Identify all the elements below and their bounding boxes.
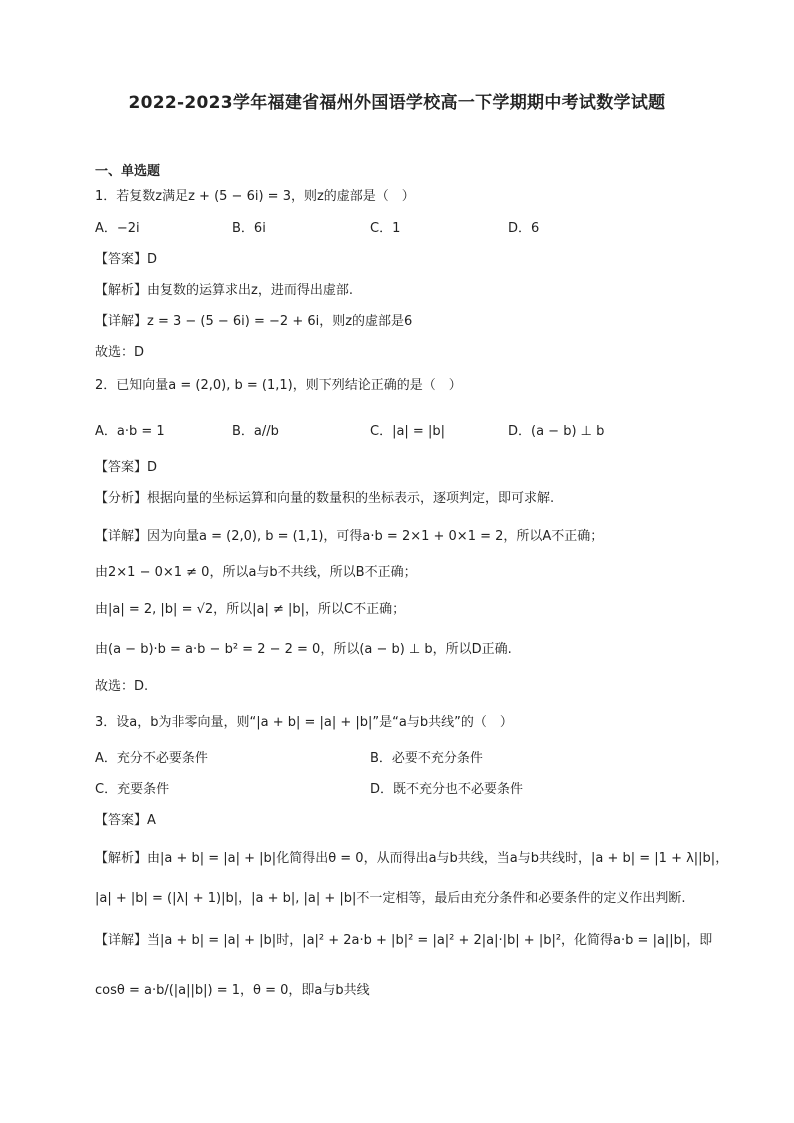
q3-stem: 3．设a，b为非零向量，则“|a + b| = |a| + |b|”是“a与b共线”的（ ） [95,715,513,730]
q1-detail: 【详解】z = 3 − (5 − 6i) = −2 + 6i，则z的虚部是6 [95,314,413,329]
q2-option-a: A．a·b = 1 [95,424,165,439]
q1-analysis: 【解析】由复数的运算求出z，进而得出虚部. [95,283,353,298]
q2-analysis: 【分析】根据向量的坐标运算和向量的数量积的坐标表示，逐项判定，即可求解. [95,491,555,506]
q2-option-c: C．|a| = |b| [370,424,445,439]
q1-stem: 1．若复数z满足z + (5 − 6i) = 3，则z的虚部是（ ） [95,189,415,204]
q2-detail-1: 【详解】因为向量a = (2,0), b = (1,1)，可得a·b = 2×1 + 0×1 = 2，所以A不正确； [95,529,604,544]
q1-answer: 【答案】D [95,252,158,267]
q1-choice: 故选：D [95,345,145,360]
q3-option-b: B．必要不充分条件 [370,751,483,766]
q2-detail-2: 由2×1 − 0×1 ≠ 0，所以a与b不共线，所以B不正确； [95,565,417,580]
q1-option-c: C．1 [370,221,401,236]
q3-analysis-1: 【解析】由|a + b| = |a| + |b|化简得出θ = 0，从而得出a与b共线，当a与b共线时，|a + b| = |1 + λ||b|， [95,851,729,866]
q3-option-a: A．充分不必要条件 [95,751,208,766]
q2-option-b: B．a//b [232,424,279,439]
q1-option-d: D．6 [508,221,540,236]
q3-detail-1: 【详解】当|a + b| = |a| + |b|时，|a|² + 2a·b + |b|² = |a|² + 2|a|·|b| + |b|²，化简得a·b = |a||b|，即 [95,933,713,948]
q2-choice: 故选：D. [95,679,149,694]
document-title: 2022-2023学年福建省福州外国语学校高一下学期期中考试数学试题 [128,93,666,113]
q1-option-a: A．−2i [95,221,140,236]
q3-answer: 【答案】A [95,813,156,828]
q2-option-d: D．(a − b) ⊥ b [508,424,605,439]
q1-option-b: B．6i [232,221,266,236]
q2-detail-3: 由|a| = 2, |b| = √2，所以|a| ≠ |b|，所以C不正确； [95,602,406,617]
q3-analysis-2: |a| + |b| = (|λ| + 1)|b|，|a + b|, |a| + |b|不一定相等，最后由充分条件和必要条件的定义作出判断. [95,891,686,906]
q3-option-c: C．充要条件 [95,782,170,797]
section-heading: 一、单选题 [95,164,161,179]
q2-detail-4: 由(a − b)·b = a·b − b² = 2 − 2 = 0，所以(a − b) ⊥ b，所以D正确. [95,642,512,657]
q2-stem: 2．已知向量a = (2,0), b = (1,1)，则下列结论正确的是（ ） [95,378,462,393]
q2-answer: 【答案】D [95,460,158,475]
q3-detail-2: cosθ = a·b/(|a||b|) = 1，θ = 0，即a与b共线 [95,983,370,998]
q3-option-d: D．既不充分也不必要条件 [370,782,524,797]
